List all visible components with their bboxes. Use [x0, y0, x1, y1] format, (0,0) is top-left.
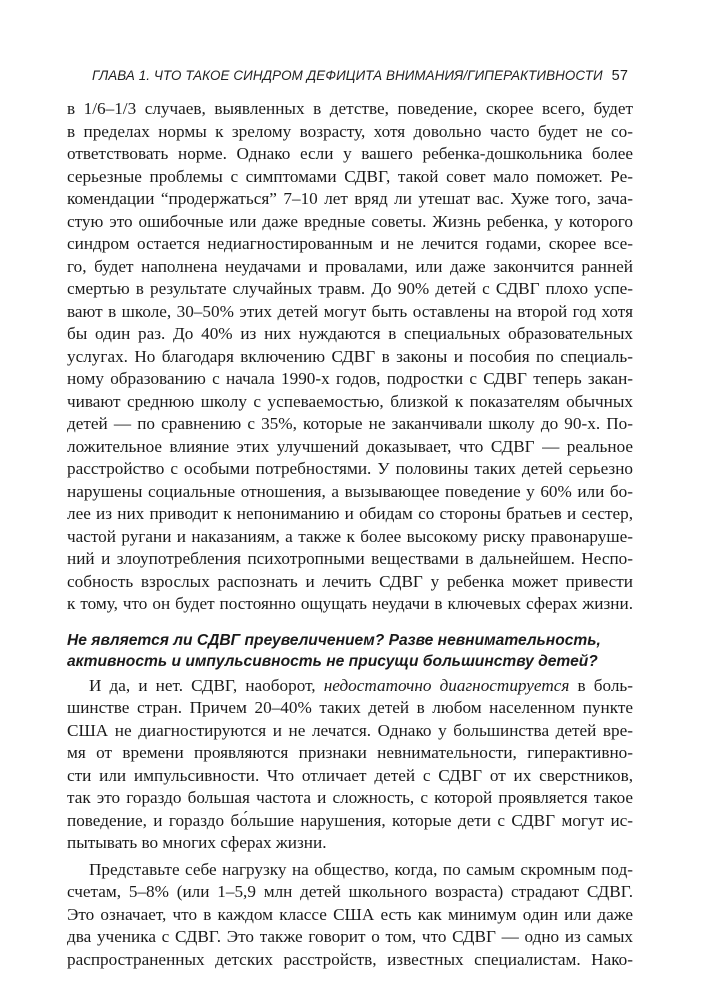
text-line: нарушены социальные отношения, а вызывающее поведение у 60% или бо- — [67, 481, 633, 501]
text-line: два ученика с СДВГ. Это также говорит о том, что СДВГ — одно из самых — [67, 927, 633, 946]
text-line: шинстве стран. Причем 20–40% таких детей в любом населенном пункте — [67, 698, 633, 717]
text-line: детей — по сравнению с 35%, которые не заканчивали школу до 90-х. По- — [67, 414, 633, 433]
text-line: пытывать во многих сферах жизни. — [67, 833, 327, 852]
text-line — [67, 675, 633, 698]
text-line: смертью в результате случайных травм. До 90% детей с СДВГ плохо успе- — [67, 279, 633, 298]
text-line: ответствовать норме. Однако если у вашего ребенка-дошкольника более — [67, 144, 633, 163]
text-line: услугах. Но благодаря включению СДВГ в законы и пособия по специаль- — [67, 346, 633, 366]
text-line: к тому, что он будет постоянно ощущать неудачи в ключевых сферах жизни. — [67, 594, 633, 613]
text-line: мя от времени проявляются признаки невнимательности, гиперактивно- — [67, 743, 633, 762]
text-line: собность взрослых распознать и лечить СДВГ у ребенка может привести — [67, 571, 633, 591]
text-line: сти или импульсивности. Что отличает детей с СДВГ от их сверстников, — [67, 765, 633, 785]
text-line: распространенных детских расстройств, известных специалистам. Нако- — [67, 949, 633, 969]
text-line: так это гораздо большая частота и сложность, с которой проявляется такое — [67, 788, 633, 807]
text-line: вают в школе, 30–50% этих детей могут быть оставлены на второй год хотя — [67, 301, 633, 321]
text-line: чивают среднюю школу с успеваемостью, близкой к показателям обычных — [67, 391, 633, 411]
text-line: го, будет наполнена неудачами и провалами, или даже закончится ранней — [67, 256, 633, 276]
text-run: в боль- — [569, 675, 633, 695]
text-line: комендации “продержаться” 7–10 лет вряд ли утешат вас. Хуже того, зача- — [67, 189, 633, 208]
text-line: США не диагностируются и не лечатся. Однако у большинства детей вре- — [67, 720, 633, 740]
text-line: Это означает, что в каждом классе США есть как минимум один или даже — [67, 904, 633, 924]
text-line: ложительное влияние этих улучшений доказывает, что СДВГ — реальное — [67, 436, 633, 456]
page-number: 57 — [611, 68, 628, 84]
heading-line: Не является ли СДВГ преувеличением? Разве невнимательность, — [67, 631, 601, 649]
paragraph-1 — [67, 98, 633, 616]
paragraph-2 — [67, 675, 633, 855]
text-line: стую это ошибочные или даже вредные советы. Жизнь ребенка, у которого — [67, 211, 633, 231]
heading-line: активность и импульсивность не присущи большинству детей? — [67, 652, 598, 670]
text-line: бы один раз. До 40% из них нуждаются в специальных образовательных — [67, 324, 633, 343]
section-heading — [67, 630, 633, 672]
text-line: в 1/6–1/3 случаев, выявленных в детстве, поведение, скорее всего, будет — [67, 99, 633, 118]
body-text — [67, 98, 633, 971]
text-line: лее из них приводит к непониманию и обидам со стороны братьев и сестер, — [67, 504, 633, 523]
text-line: частой ругани и наказаниям, а также к более высокому риску правонаруше- — [67, 526, 633, 546]
text-line: Представьте себе нагрузку на общество, когда, по самым скромным под- — [89, 859, 633, 879]
text-line: серьезные проблемы с симптомами СДВГ, такой совет мало поможет. Ре- — [67, 166, 633, 186]
text-line: расстройство с особыми потребностями. У половины таких детей серьезно — [67, 459, 633, 478]
text-line: ному образованию с начала 1990-х годов, подростки с СДВГ теперь закан- — [67, 369, 633, 388]
paragraph-3 — [67, 859, 633, 972]
text-line: в пределах нормы к зрелому возрасту, хотя довольно часто будет не со- — [67, 121, 633, 141]
running-header — [92, 68, 628, 84]
text-line: синдром остается недиагностированным и не лечится годами, скорее все- — [67, 234, 633, 253]
text-line: ний и злоупотребления психотропными веществами в дальнейшем. Неспо- — [67, 549, 633, 568]
chapter-title: ГЛАВА 1. ЧТО ТАКОЕ СИНДРОМ ДЕФИЦИТА ВНИМАНИЯ/ГИПЕРАКТИВНОСТИ — [92, 68, 603, 83]
emphasis-text: недостаточно диагностируется — [323, 675, 570, 695]
text-run: И да, и нет. СДВГ, наоборот, — [89, 675, 324, 695]
text-line: счетам, 5–8% (или 1–5,9 млн детей школьного возраста) страдают СДВГ. — [67, 882, 633, 901]
text-line: поведение, и гораздо бо́льшие нарушения, которые дети с СДВГ могут ис- — [67, 810, 633, 830]
